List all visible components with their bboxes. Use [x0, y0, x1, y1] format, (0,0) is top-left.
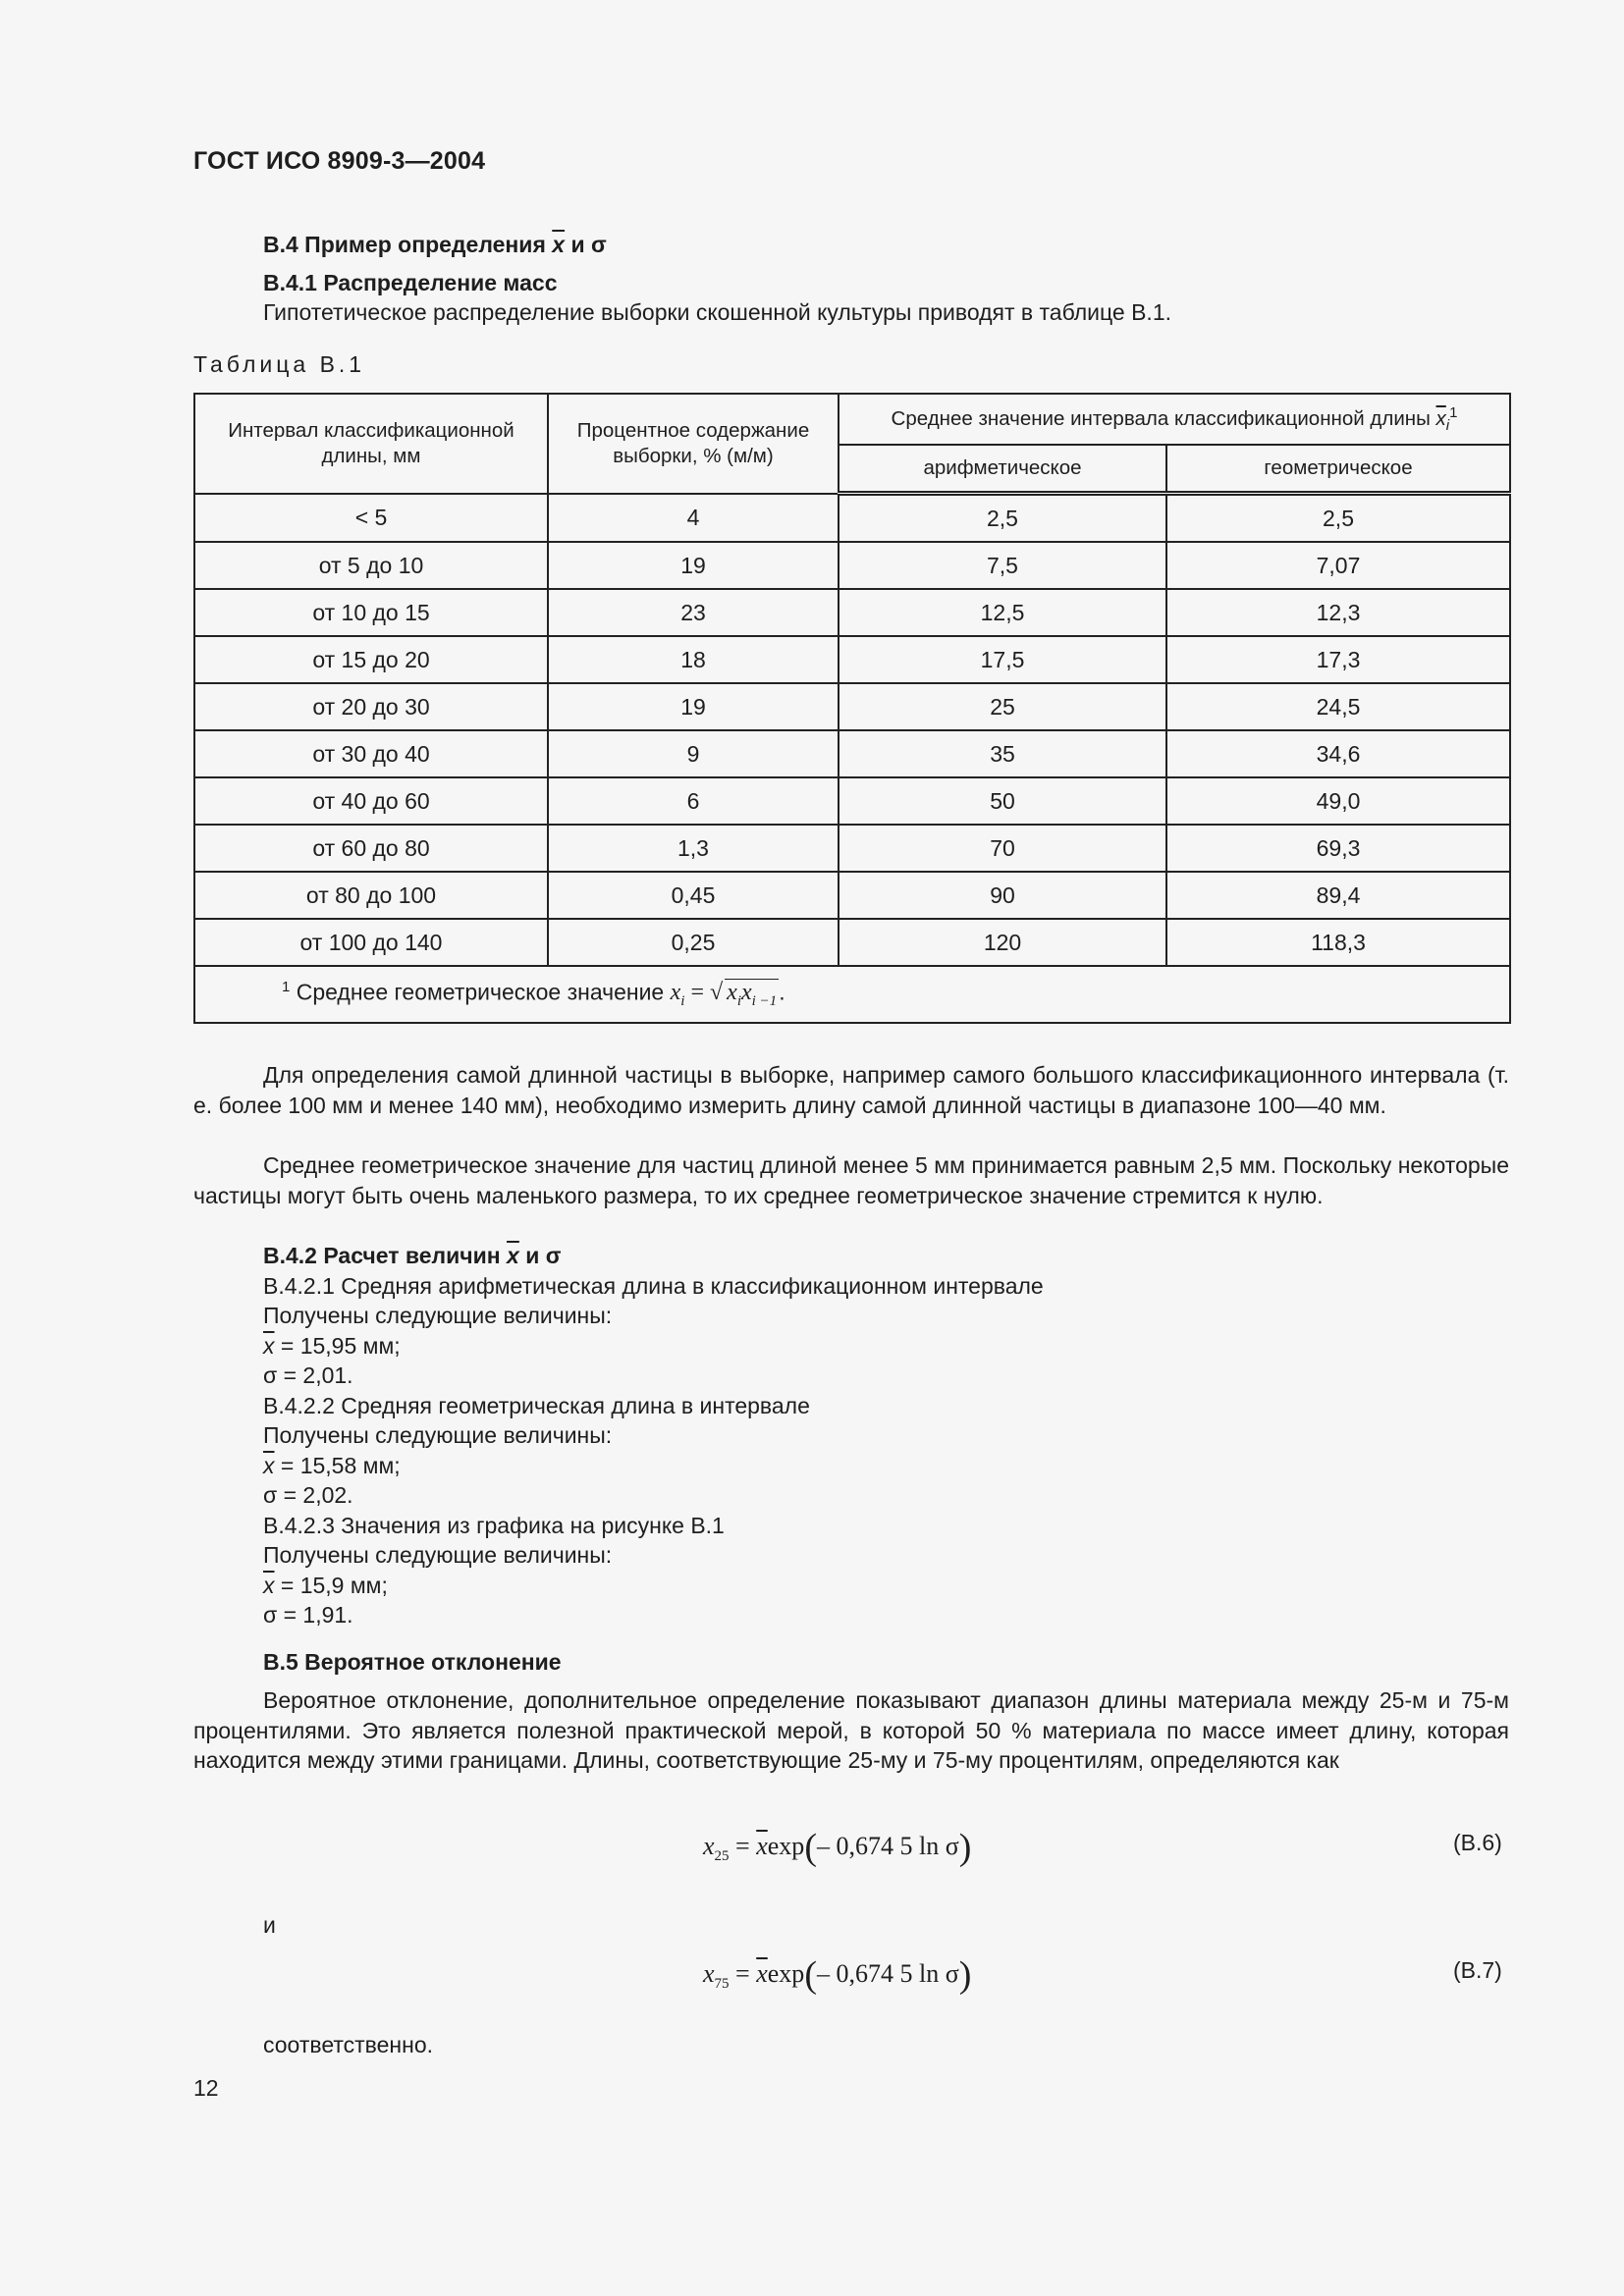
obtained-values-label: Получены следующие величины: — [263, 1303, 613, 1328]
cell-interval: от 15 до 20 — [194, 636, 548, 683]
cell-arith: 70 — [839, 825, 1166, 872]
col-header-arith: арифметическое — [839, 445, 1166, 494]
paragraph-geometric-mean: Среднее геометрическое значение для частиц длиной менее 5 мм принимается равным 2,5 мм. Поскольку некоторые частицы могут быть очень маленького размера, то их среднее геометрическое значение стремится к нулю. — [193, 1152, 1509, 1208]
cell-arith: 17,5 — [839, 636, 1166, 683]
cell-percent: 0,45 — [548, 872, 839, 919]
obtained-values-label: Получены следующие величины: — [263, 1542, 613, 1568]
cell-geom: 7,07 — [1166, 542, 1510, 589]
paragraph-probable-deviation: Вероятное отклонение, дополнительное определение показывают диапазон длины материала между 25-м и 75-м процентилями. Это является полезной практической мерой, в которой 50 % материала по массе имеет длину, которая находится между этими границами. Длины, соответствующие 25-му и 75-му процентилям, определяются как — [193, 1687, 1509, 1773]
section-b42 — [263, 1241, 1510, 1630]
cell-geom: 2,5 — [1166, 494, 1510, 543]
col-header-geom: геометрическое — [1166, 445, 1510, 494]
col-header-percent: Процентное содержание выборки, % (м/м) — [548, 394, 839, 494]
section-b41-intro: Гипотетическое распределение выборки скошенной культуры приводят в таблице В.1. — [263, 299, 1172, 325]
section-b5-heading: В.5 Вероятное отклонение — [263, 1649, 562, 1675]
section-b42-heading: В.4.2 Расчет величин $\overline{x}$ и σ — [263, 1243, 562, 1268]
cell-interval: < 5 — [194, 494, 548, 543]
table-row — [194, 542, 1510, 589]
table-row — [194, 872, 1510, 919]
table-footnote: $^1$ Среднее геометрическое значение $x_i$ = √ $x_ix_{i -1}$. — [194, 966, 1510, 1023]
cell-interval: от 60 до 80 — [194, 825, 548, 872]
cell-percent: 9 — [548, 730, 839, 777]
sigma-value: σ = 2,02. — [263, 1482, 353, 1508]
formula-b6: $x_{25} = \overline{x}\exp(-$ 0,674 5 ln σ) — [703, 1827, 972, 1868]
cell-geom: 34,6 — [1166, 730, 1510, 777]
cell-percent: 18 — [548, 636, 839, 683]
cell-percent: 1,3 — [548, 825, 839, 872]
cell-percent: 19 — [548, 542, 839, 589]
mean-value: $\overline{x} = 15,95$ мм; — [263, 1332, 401, 1359]
subsection-b422-title: В.4.2.2 Средняя геометрическая длина в интервале — [263, 1392, 810, 1418]
subsection-b421-title: В.4.2.1 Средняя арифметическая длина в классификационном интервале — [263, 1272, 1044, 1299]
cell-arith: 12,5 — [839, 589, 1166, 636]
conjunction-and: и — [263, 1912, 276, 1938]
cell-interval: от 40 до 60 — [194, 777, 548, 825]
cell-percent: 6 — [548, 777, 839, 825]
table-row — [194, 494, 1510, 543]
cell-percent: 0,25 — [548, 919, 839, 966]
subsection-b423-title: В.4.2.3 Значения из графика на рисунке В.1 — [263, 1512, 725, 1538]
formula-b7-number: (B.7) — [1453, 1957, 1502, 1983]
table-b1 — [193, 393, 1511, 1024]
cell-geom: 17,3 — [1166, 636, 1510, 683]
cell-geom: 24,5 — [1166, 683, 1510, 730]
cell-percent: 4 — [548, 494, 839, 543]
section-b41-heading: В.4.1 Распределение масс — [263, 270, 558, 295]
cell-percent: 19 — [548, 683, 839, 730]
cell-geom: 12,3 — [1166, 589, 1510, 636]
cell-interval: от 80 до 100 — [194, 872, 548, 919]
mean-value: $\overline{x} = 15,9$ мм; — [263, 1572, 388, 1598]
cell-arith: 7,5 — [839, 542, 1166, 589]
cell-interval: от 30 до 40 — [194, 730, 548, 777]
table-row — [194, 777, 1510, 825]
section-b4-heading: В.4 Пример определения $\overline{x}$ и σ — [263, 232, 607, 257]
col-header-mean: Среднее значение интервала классификационной длины $\overline{x}_i^1$ — [839, 394, 1510, 445]
table-row — [194, 636, 1510, 683]
cell-interval: от 100 до 140 — [194, 919, 548, 966]
cell-arith: 90 — [839, 872, 1166, 919]
mean-value: $\overline{x} = 15,58$ мм; — [263, 1452, 401, 1478]
cell-interval: от 10 до 15 — [194, 589, 548, 636]
sigma-value: σ = 2,01. — [263, 1362, 353, 1388]
cell-interval: от 5 до 10 — [194, 542, 548, 589]
table-row — [194, 589, 1510, 636]
cell-arith: 2,5 — [839, 494, 1166, 543]
cell-geom: 49,0 — [1166, 777, 1510, 825]
formula-b6-number: (B.6) — [1453, 1830, 1502, 1855]
table-row — [194, 683, 1510, 730]
sqrt-radicand: $x_ix_{i -1}$ — [727, 980, 778, 1010]
obtained-values-label: Получены следующие величины: — [263, 1422, 613, 1448]
table-caption: Таблица В.1 — [193, 351, 366, 377]
cell-geom: 118,3 — [1166, 919, 1510, 966]
document-header: ГОСТ ИСО 8909-3—2004 — [193, 147, 486, 175]
cell-interval: от 20 до 30 — [194, 683, 548, 730]
cell-geom: 89,4 — [1166, 872, 1510, 919]
sigma-value: σ = 1,91. — [263, 1602, 353, 1628]
cell-percent: 23 — [548, 589, 839, 636]
cell-arith: 120 — [839, 919, 1166, 966]
table-row — [194, 730, 1510, 777]
cell-arith: 25 — [839, 683, 1166, 730]
cell-arith: 50 — [839, 777, 1166, 825]
table-row — [194, 825, 1510, 872]
col-header-interval: Интервал классификационной длины, мм — [194, 394, 548, 494]
cell-geom: 69,3 — [1166, 825, 1510, 872]
cell-arith: 35 — [839, 730, 1166, 777]
table-row — [194, 919, 1510, 966]
formula-b7: $x_{75} = \overline{x}\exp(-$ 0,674 5 ln σ) — [703, 1954, 972, 1996]
page-number: 12 — [193, 2075, 219, 2101]
paragraph-longest-particle: Для определения самой длинной частицы в выборке, например самого большого классификационного интервала (т. е. более 100 мм и менее 140 мм), необходимо измерить длину самой длинной частицы в диапазоне 100—40 мм. — [193, 1062, 1509, 1118]
respectively-text: соответственно. — [263, 2032, 434, 2057]
